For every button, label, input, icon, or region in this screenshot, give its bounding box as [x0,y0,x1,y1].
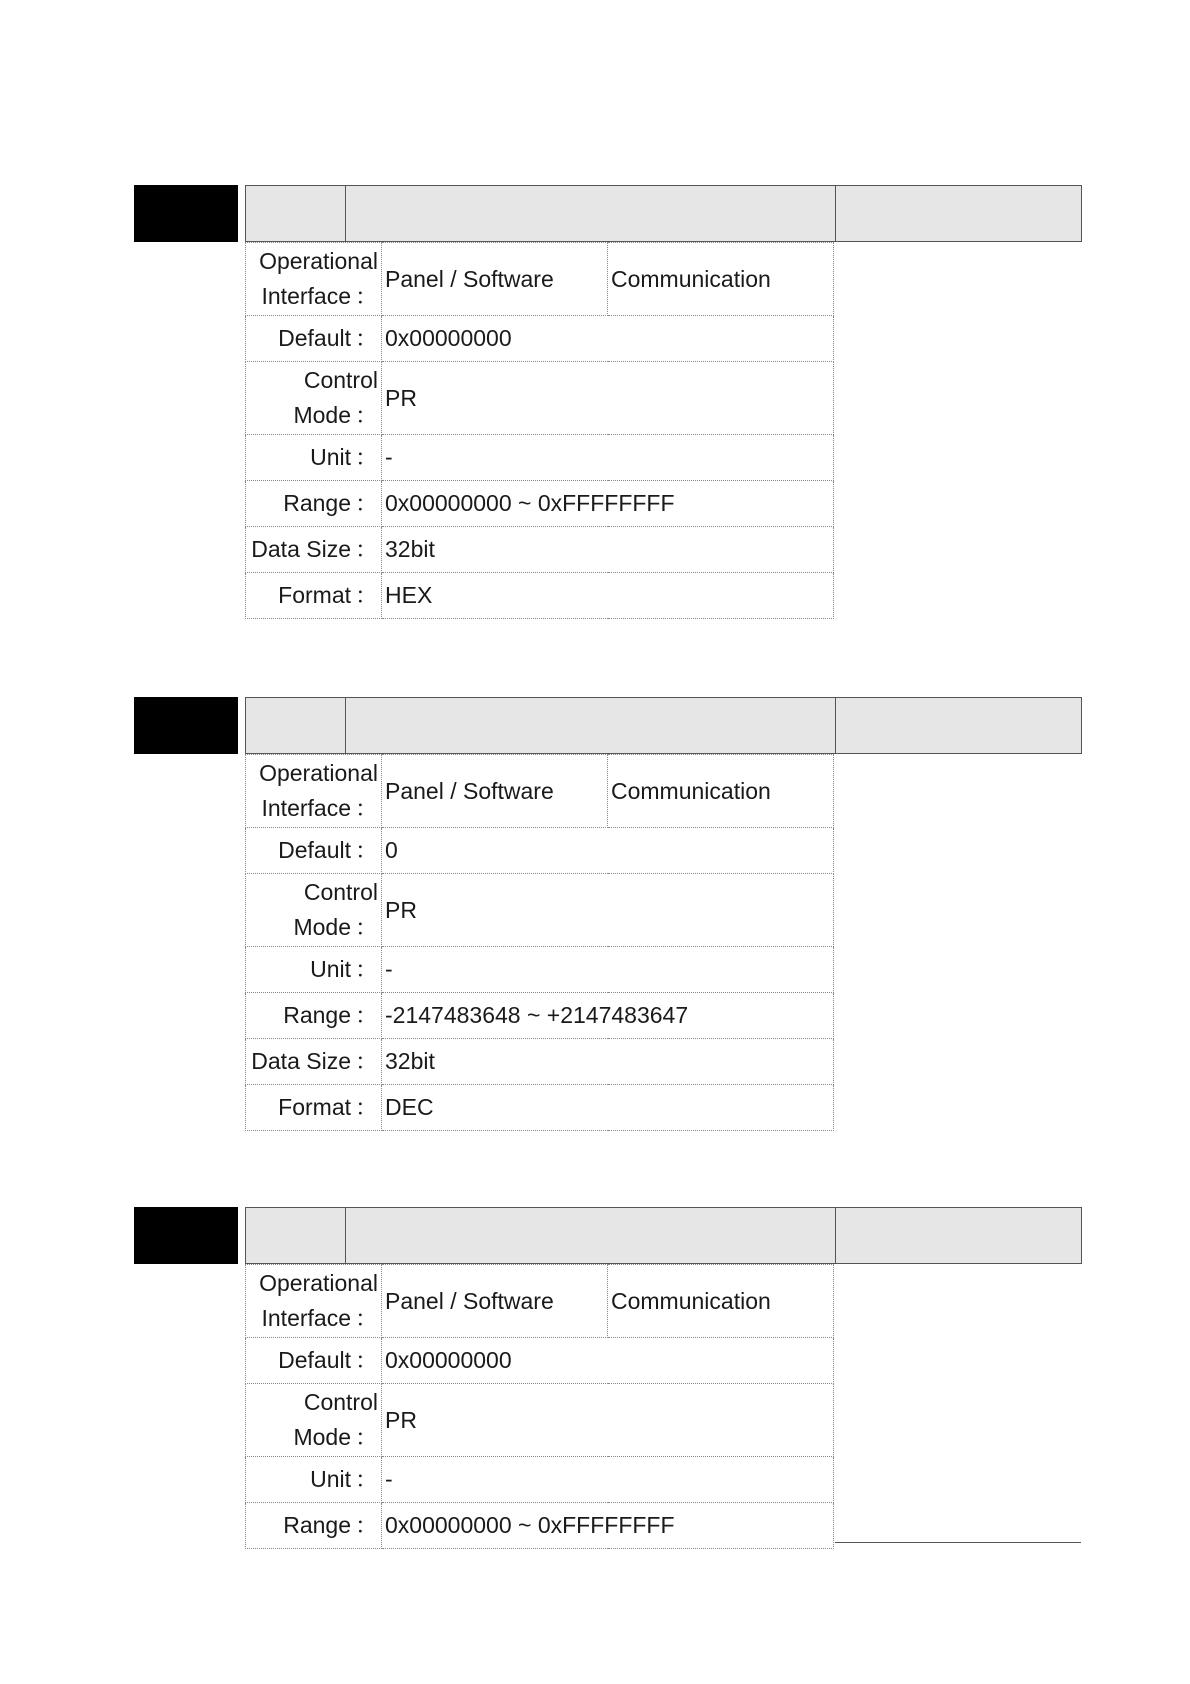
header-cell-name [345,185,836,242]
param-table [245,242,834,619]
value-default: 0 [382,828,834,874]
row-unit [246,435,834,481]
value-panel-software: Panel / Software [382,1265,608,1338]
param-code-tab [134,1207,238,1264]
value-format: DEC [382,1085,834,1131]
row-operational-interface [246,755,834,828]
header-cell-code [245,185,346,242]
header-cell-address [835,1207,1082,1264]
value-default: 0x00000000 [382,316,834,362]
row-unit [246,1457,834,1503]
value-unit: - [382,947,834,993]
row-range [246,481,834,527]
param-code-tab [134,697,238,754]
value-unit: - [382,1457,834,1503]
header-cell-code [245,697,346,754]
param-header [245,1207,1081,1264]
value-communication: Communication [608,755,834,828]
param-header [245,697,1081,754]
param-code-tab [134,185,238,242]
label-format: Format ： [246,1085,382,1131]
label-range: Range ： [246,993,382,1039]
param-table [245,1264,834,1549]
row-control-mode [246,1384,834,1457]
header-cell-code [245,1207,346,1264]
row-format [246,1085,834,1131]
table-end-rule [835,1542,1081,1543]
label-unit: Unit ： [246,947,382,993]
value-range: 0x00000000 ~ 0xFFFFFFFF [382,481,834,527]
label-control-mode: Control Mode ： [246,1384,382,1457]
value-range: 0x00000000 ~ 0xFFFFFFFF [382,1503,834,1549]
row-data-size [246,527,834,573]
label-data-size: Data Size ： [246,527,382,573]
value-panel-software: Panel / Software [382,755,608,828]
header-cell-address [835,185,1082,242]
label-default: Default ： [246,828,382,874]
row-format [246,573,834,619]
value-range: -2147483648 ~ +2147483647 [382,993,834,1039]
value-control-mode: PR [382,874,834,947]
label-control-mode: Control Mode ： [246,362,382,435]
label-operational-interface: Operational Interface ： [246,755,382,828]
value-format: HEX [382,573,834,619]
label-unit: Unit ： [246,435,382,481]
row-range [246,1503,834,1549]
value-panel-software: Panel / Software [382,243,608,316]
header-cell-name [345,1207,836,1264]
label-operational-interface: Operational Interface ： [246,243,382,316]
value-control-mode: PR [382,362,834,435]
header-cell-address [835,697,1082,754]
param-header [245,185,1081,242]
label-operational-interface: Operational Interface ： [246,1265,382,1338]
row-control-mode [246,874,834,947]
label-control-mode: Control Mode ： [246,874,382,947]
value-communication: Communication [608,1265,834,1338]
label-data-size: Data Size ： [246,1039,382,1085]
row-operational-interface [246,1265,834,1338]
row-operational-interface [246,243,834,316]
value-data-size: 32bit [382,1039,834,1085]
label-default: Default ： [246,316,382,362]
param-table [245,754,834,1131]
value-default: 0x00000000 [382,1338,834,1384]
row-range [246,993,834,1039]
value-communication: Communication [608,243,834,316]
header-cell-name [345,697,836,754]
label-range: Range ： [246,1503,382,1549]
value-control-mode: PR [382,1384,834,1457]
label-default: Default ： [246,1338,382,1384]
row-default [246,828,834,874]
row-unit [246,947,834,993]
label-format: Format ： [246,573,382,619]
value-unit: - [382,435,834,481]
label-unit: Unit ： [246,1457,382,1503]
row-default [246,1338,834,1384]
row-control-mode [246,362,834,435]
row-data-size [246,1039,834,1085]
label-range: Range ： [246,481,382,527]
row-default [246,316,834,362]
value-data-size: 32bit [382,527,834,573]
